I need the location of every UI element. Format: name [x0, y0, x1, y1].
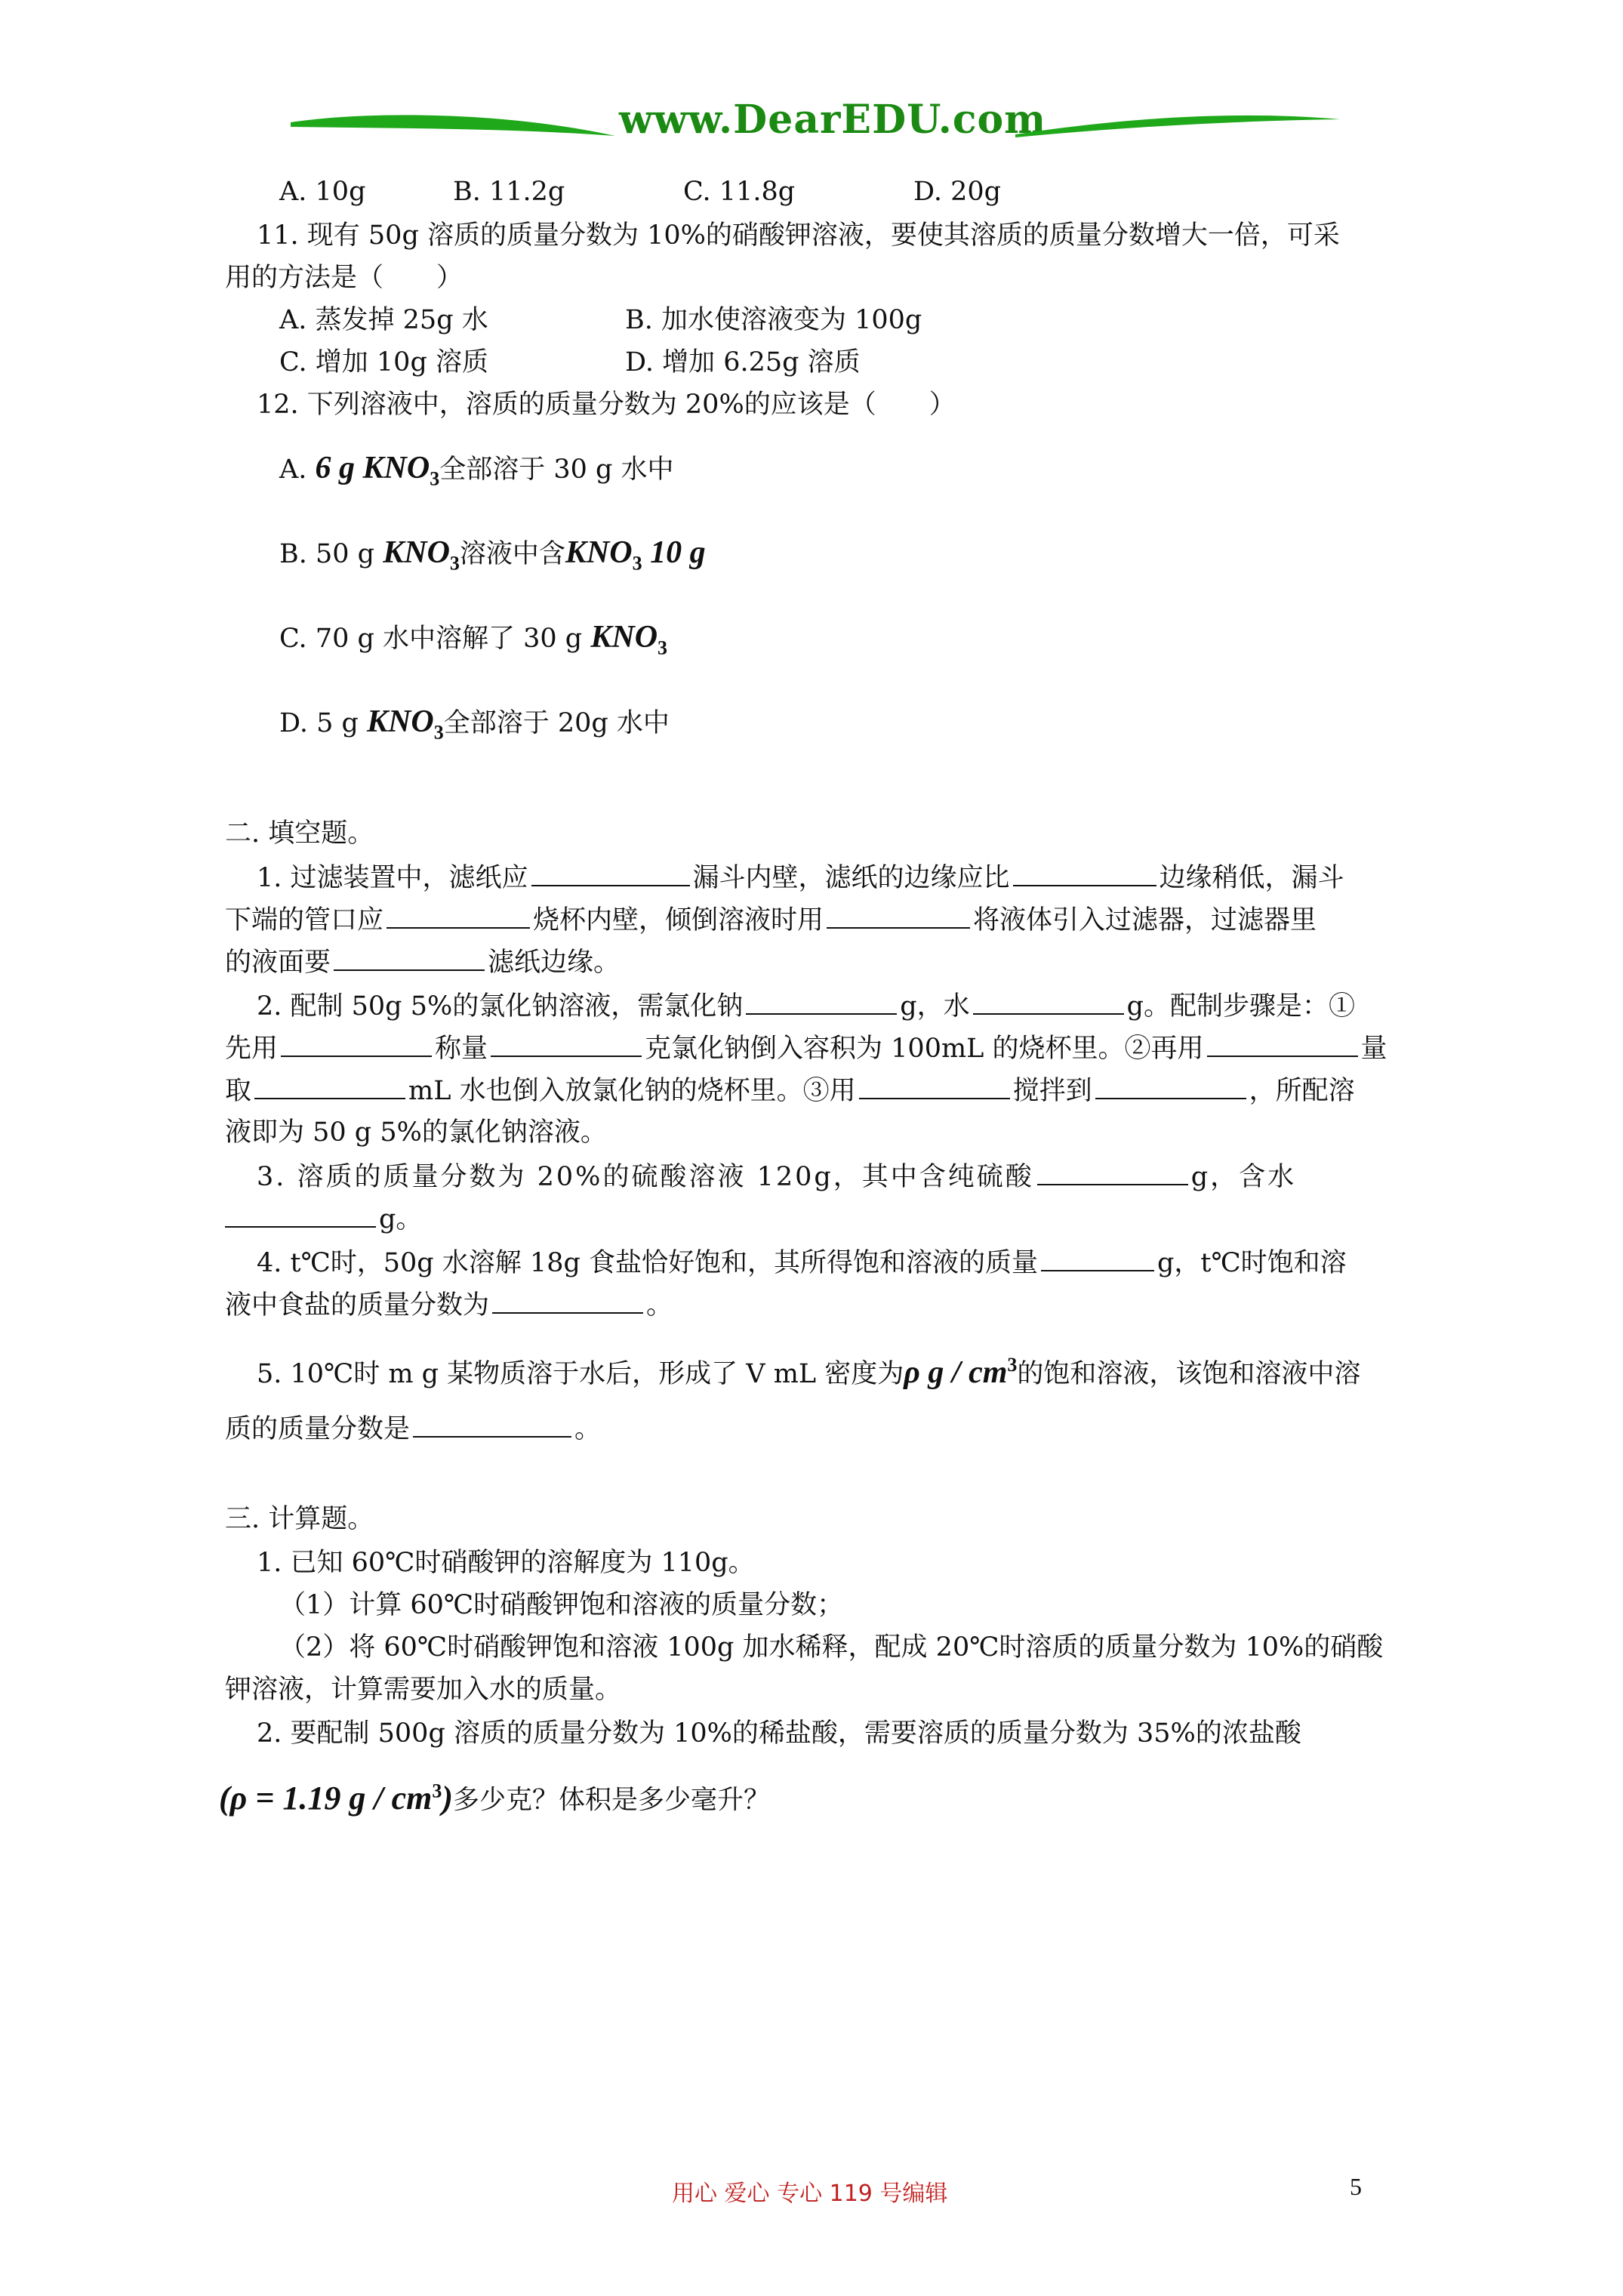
text: 将液体引入过滤器，过滤器里: [973, 905, 1317, 935]
formula-text: 6 g KNO: [315, 451, 430, 485]
calc-q1-line4: 钾溶液，计算需要加入水的质量。: [225, 1675, 622, 1705]
fill-q2-line2: [225, 1031, 1387, 1065]
formula: [367, 704, 444, 744]
answer-blank[interactable]: [746, 989, 897, 1015]
answer-blank[interactable]: [225, 1202, 376, 1228]
q11-option-d: D. 增加 6.25g 溶质: [625, 347, 861, 378]
answer-blank[interactable]: [254, 1074, 405, 1099]
option-text: 溶液中含: [459, 539, 565, 569]
formula-subscript: 3: [658, 636, 668, 659]
fill-q5-line2: [225, 1412, 601, 1446]
text: 量: [1360, 1034, 1387, 1064]
density-formula: (ρ = 1.19 g / $cm^3$): [219, 1779, 454, 1817]
option-text: 70 g 水中溶解了 30 g: [315, 624, 583, 654]
header-logo: [287, 91, 1344, 159]
text: g，水: [900, 991, 970, 1022]
calc-q1-line2: （1）计算 60℃时硝酸钾饱和溶液的质量分数；: [279, 1590, 844, 1620]
formula-text: KNO: [367, 704, 434, 739]
text: 4. t℃时，50g 水溶解 18g 食盐恰好饱和，其所得饱和溶液的质量: [257, 1248, 1038, 1278]
text: 。: [574, 1414, 602, 1444]
green-swoosh-left: [287, 106, 619, 143]
formula-text: KNO: [565, 535, 633, 570]
option-label: A.: [279, 455, 307, 485]
fill-q2-line4: 液即为 50 g 5%的氯化钠溶液。: [225, 1117, 607, 1148]
fill-q2-line1: [257, 989, 1355, 1023]
calc-q2-line1: 2. 要配制 500g 溶质的质量分数为 10%的稀盐酸，需要溶质的质量分数为 35%的浓盐酸: [257, 1718, 1301, 1749]
q10-option-c: C. 11.8g: [683, 177, 796, 207]
text: 边缘稍低，漏斗: [1159, 863, 1344, 893]
fill-q1-line3: [225, 945, 620, 979]
formula-text: ρ g / cm: [904, 1355, 1008, 1390]
fill-q1-line2: [225, 903, 1317, 937]
option-text: 5 g: [316, 708, 359, 738]
section-2-title: 二. 填空题。: [225, 818, 374, 849]
answer-blank[interactable]: [281, 1031, 432, 1057]
text: g。配制步骤是：①: [1126, 991, 1356, 1022]
text: 5. 10℃时 m g 某物质溶于水后，形成了 V mL 密度为: [257, 1359, 904, 1389]
density-formula: [904, 1355, 1017, 1390]
option-text: 50 g: [316, 539, 375, 569]
answer-blank[interactable]: [1207, 1031, 1358, 1057]
fill-q1-line1: [257, 861, 1344, 895]
formula: [565, 535, 706, 575]
q12-option-a: [279, 451, 674, 495]
answer-blank[interactable]: [827, 903, 970, 929]
text: 搅拌到: [1012, 1076, 1092, 1106]
answer-blank[interactable]: [973, 989, 1124, 1015]
text: 取: [225, 1076, 252, 1106]
text: mL 水也倒入放氯化钠的烧杯里。③用: [408, 1076, 856, 1106]
calc-q1-line3: （2）将 60℃时硝酸钾饱和溶液 100g 加水稀释，配成 20℃时溶质的质量分数为 10%的硝酸: [279, 1632, 1384, 1663]
q11-stem-line1: 11. 现有 50g 溶质的质量分数为 10%的硝酸钾溶液，要使其溶质的质量分数增大一倍，可采: [257, 220, 1340, 251]
formula-text: ρ = 1.19 g / cm: [229, 1779, 433, 1817]
text: 液中食盐的质量分数为: [225, 1290, 490, 1321]
formula-text: KNO: [383, 535, 450, 570]
text: 3. 溶质的质量分数为 20%的硫酸溶液 120g，其中含纯硫酸: [257, 1162, 1034, 1192]
answer-blank[interactable]: [387, 903, 530, 929]
q11-option-b: B. 加水使溶液变为 100g: [625, 305, 922, 335]
answer-blank[interactable]: [413, 1412, 571, 1438]
answer-blank[interactable]: [334, 945, 485, 971]
answer-blank[interactable]: [1013, 861, 1156, 886]
page-number: 5: [1350, 2173, 1362, 2200]
text: 下端的管口应: [225, 905, 384, 935]
q10-option-a: A. 10g: [279, 177, 366, 207]
formula-text: 10 g: [650, 535, 706, 570]
text: 1. 过滤装置中，滤纸应: [257, 863, 528, 893]
green-swoosh-right: [1012, 104, 1344, 142]
q11-stem-line2: 用的方法是（ ）: [225, 263, 463, 293]
option-label: C.: [279, 624, 307, 654]
site-logo-text: www.DearEDU.com: [619, 97, 1047, 143]
q11-option-c: C. 增加 10g 溶质: [279, 347, 488, 378]
text: 2. 配制 50g 5%的氯化钠溶液，需氯化钠: [257, 991, 744, 1022]
text: 称量: [435, 1034, 488, 1064]
text: g，t℃时饱和溶: [1157, 1248, 1347, 1278]
text: 的液面要: [225, 948, 331, 978]
text: g，含水: [1190, 1162, 1297, 1192]
option-label: B.: [279, 539, 307, 569]
formula: [315, 451, 440, 490]
text: 烧杯内壁，倾倒溶液时用: [533, 905, 824, 935]
q12-stem: 12. 下列溶液中，溶质的质量分数为 20%的应该是（ ）: [257, 390, 956, 420]
fill-q4-line2: [225, 1288, 673, 1322]
formula-superscript: 3: [432, 1780, 442, 1801]
option-text: 全部溶于 20g 水中: [443, 708, 670, 738]
answer-blank[interactable]: [1037, 1160, 1188, 1185]
fill-q3-line1: [257, 1160, 1296, 1194]
fill-q3-line2: [225, 1202, 422, 1236]
text: 克氯化钠倒入容积为 100mL 的烧杯里。②再用: [645, 1034, 1204, 1064]
fill-q2-line3: [225, 1074, 1355, 1108]
answer-blank[interactable]: [1095, 1074, 1246, 1099]
q12-option-b: [279, 536, 706, 580]
formula-subscript: 3: [632, 552, 642, 575]
section-3-title: 三. 计算题。: [225, 1504, 374, 1534]
option-label: D.: [279, 708, 308, 738]
text: 先用: [225, 1034, 279, 1064]
footer-credit: 用心 爱心 专心 119 号编辑: [672, 2180, 948, 2207]
q10-option-d: D. 20g: [913, 177, 1002, 207]
text: 的饱和溶液，该饱和溶液中溶: [1017, 1359, 1361, 1389]
text: 漏斗内壁，滤纸的边缘应比: [692, 863, 1010, 893]
answer-blank[interactable]: [492, 1288, 643, 1314]
formula-superscript: 3: [1007, 1354, 1018, 1376]
text: 。: [646, 1290, 673, 1321]
text: 多少克？体积是多少毫升？: [453, 1785, 771, 1816]
q12-option-c: [279, 621, 667, 664]
answer-blank[interactable]: [1041, 1246, 1154, 1271]
formula-subscript: 3: [449, 552, 460, 575]
q11-option-a: A. 蒸发掉 25g 水: [279, 305, 488, 335]
text: 滤纸边缘。: [488, 948, 621, 978]
answer-blank[interactable]: [859, 1074, 1010, 1099]
formula: [383, 535, 460, 575]
option-text: 全部溶于 30 g 水中: [439, 455, 674, 485]
text: g。: [379, 1204, 423, 1234]
answer-blank[interactable]: [491, 1031, 642, 1057]
calc-q1-line1: 1. 已知 60℃时硝酸钾的溶解度为 110g。: [257, 1548, 755, 1578]
formula-text: KNO: [590, 620, 658, 655]
answer-blank[interactable]: [531, 861, 690, 886]
formula-subscript: 3: [433, 721, 444, 744]
calc-q2-line2: [219, 1774, 770, 1817]
q12-option-d: [279, 705, 670, 749]
q10-option-b: B. 11.2g: [453, 177, 565, 207]
formula-subscript: 3: [430, 467, 440, 490]
text: 质的质量分数是: [225, 1414, 411, 1444]
fill-q4-line1: [257, 1246, 1347, 1280]
fill-q5-line1: [257, 1348, 1360, 1391]
formula: [590, 620, 668, 659]
text: ，所配溶: [1249, 1076, 1355, 1106]
